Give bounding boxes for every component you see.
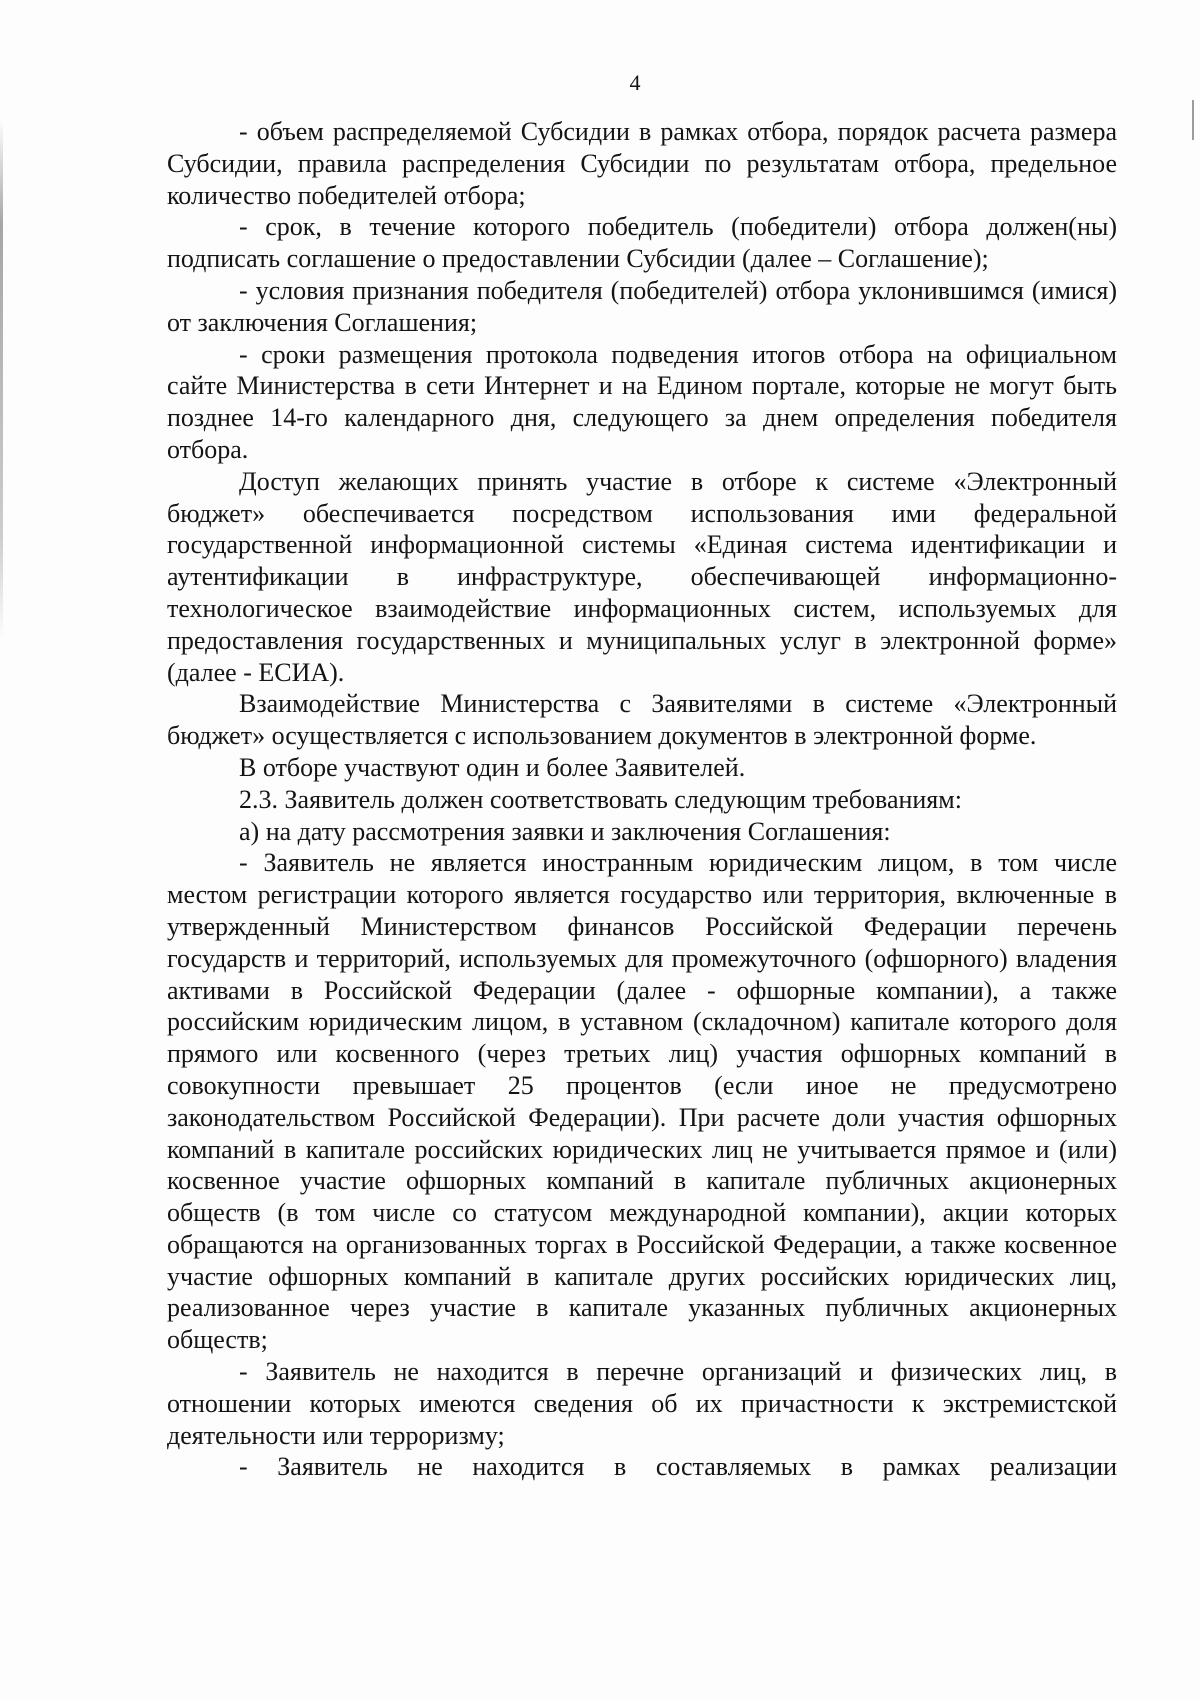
paragraph-item-a: а) на дату рассмотрения заявки и заключения Соглашения: — [239, 816, 891, 846]
paragraph-extremism-list: - Заявитель не находится в перечне организаций и физических лиц, в отношении которых имеются сведения об их причастности к экстремистской деятельности или терроризму; — [167, 1357, 1117, 1450]
document-body — [167, 116, 1117, 1483]
paragraph-section-2-3: 2.3. Заявитель должен соответствовать следующим требованиям: — [239, 784, 962, 814]
paragraph-participants: В отборе участвуют один и более Заявителей. — [239, 752, 746, 782]
paragraph-electronic-interaction: Взаимодействие Министерства с Заявителями в системе «Электронный бюджет» осуществляется с использованием документов в электронной форме. — [167, 689, 1117, 751]
paragraph-offshore-requirement: - Заявитель не является иностранным юридическим лицом, в том числе местом регистрации которого является государство или территория, включенные в утвержденный Министерством финансов Российской Федерации перечень государств и территорий, используемых для промежуточного (офшорного) владения активами в Российской Федерации (далее - офшорные компании), а также российским юридическим лицом, в уставном (складочном) капитале которого доля прямого или косвенного (через третьих лиц) участия офшорных компаний в совокупности превышает 25 процентов (если иное не предусмотрено законодательством Российской Федерации). При расчете доли участия офшорных компаний в капитале российских юридических лиц не учитывается прямое и (или) косвенное участие офшорных компаний в капитале публичных акционерных обществ (в том числе со статусом международной компании), акции которых обращаются на организованных торгах в Российской Федерации, а также косвенное участие офшорных компаний в капитале других российских юридических лиц, реализованное через участие в капитале указанных публичных акционерных обществ; — [167, 848, 1117, 1355]
paragraph-protocol-terms: - сроки размещения протокола подведения итогов отбора на официальном сайте Министерства в сети Интернет и на Едином портале, которые не могут быть позднее 14-го календарного дня, следующего за днем определения победителя отбора. — [167, 339, 1117, 464]
scan-edge-mark-left — [0, 120, 3, 640]
page-number: 4 — [629, 70, 641, 95]
paragraph-esia-access: Доступ желающих принять участие в отборе к системе «Электронный бюджет» обеспечивается посредством использования ими федеральной государственной информационной системы «Единая система идентификации и аутентификации в инфраструктуре, обеспечивающей информационно-технологическое взаимодействие информационных систем, используемых для предоставления государственных и муниципальных услуг в электронной форме» (далее - ЕСИА). — [167, 466, 1117, 687]
scan-edge-mark-right — [1192, 100, 1194, 140]
paragraph-subsidy-volume: - объем распределяемой Субсидии в рамках отбора, порядок расчета размера Субсидии, правила распределения Субсидии по результатам отбора, предельное количество победителей отбора; — [167, 117, 1117, 210]
paragraph-continued: - Заявитель не находится в составляемых в рамках реализации — [239, 1452, 1117, 1482]
paragraph-signing-term: - срок, в течение которого победитель (победители) отбора должен(ны) подписать соглашение о предоставлении Субсидии (далее – Соглашение); — [167, 212, 1117, 274]
paragraph-evasion-conditions: - условия признания победителя (победителей) отбора уклонившимся (имися) от заключения Соглашения; — [167, 275, 1117, 337]
